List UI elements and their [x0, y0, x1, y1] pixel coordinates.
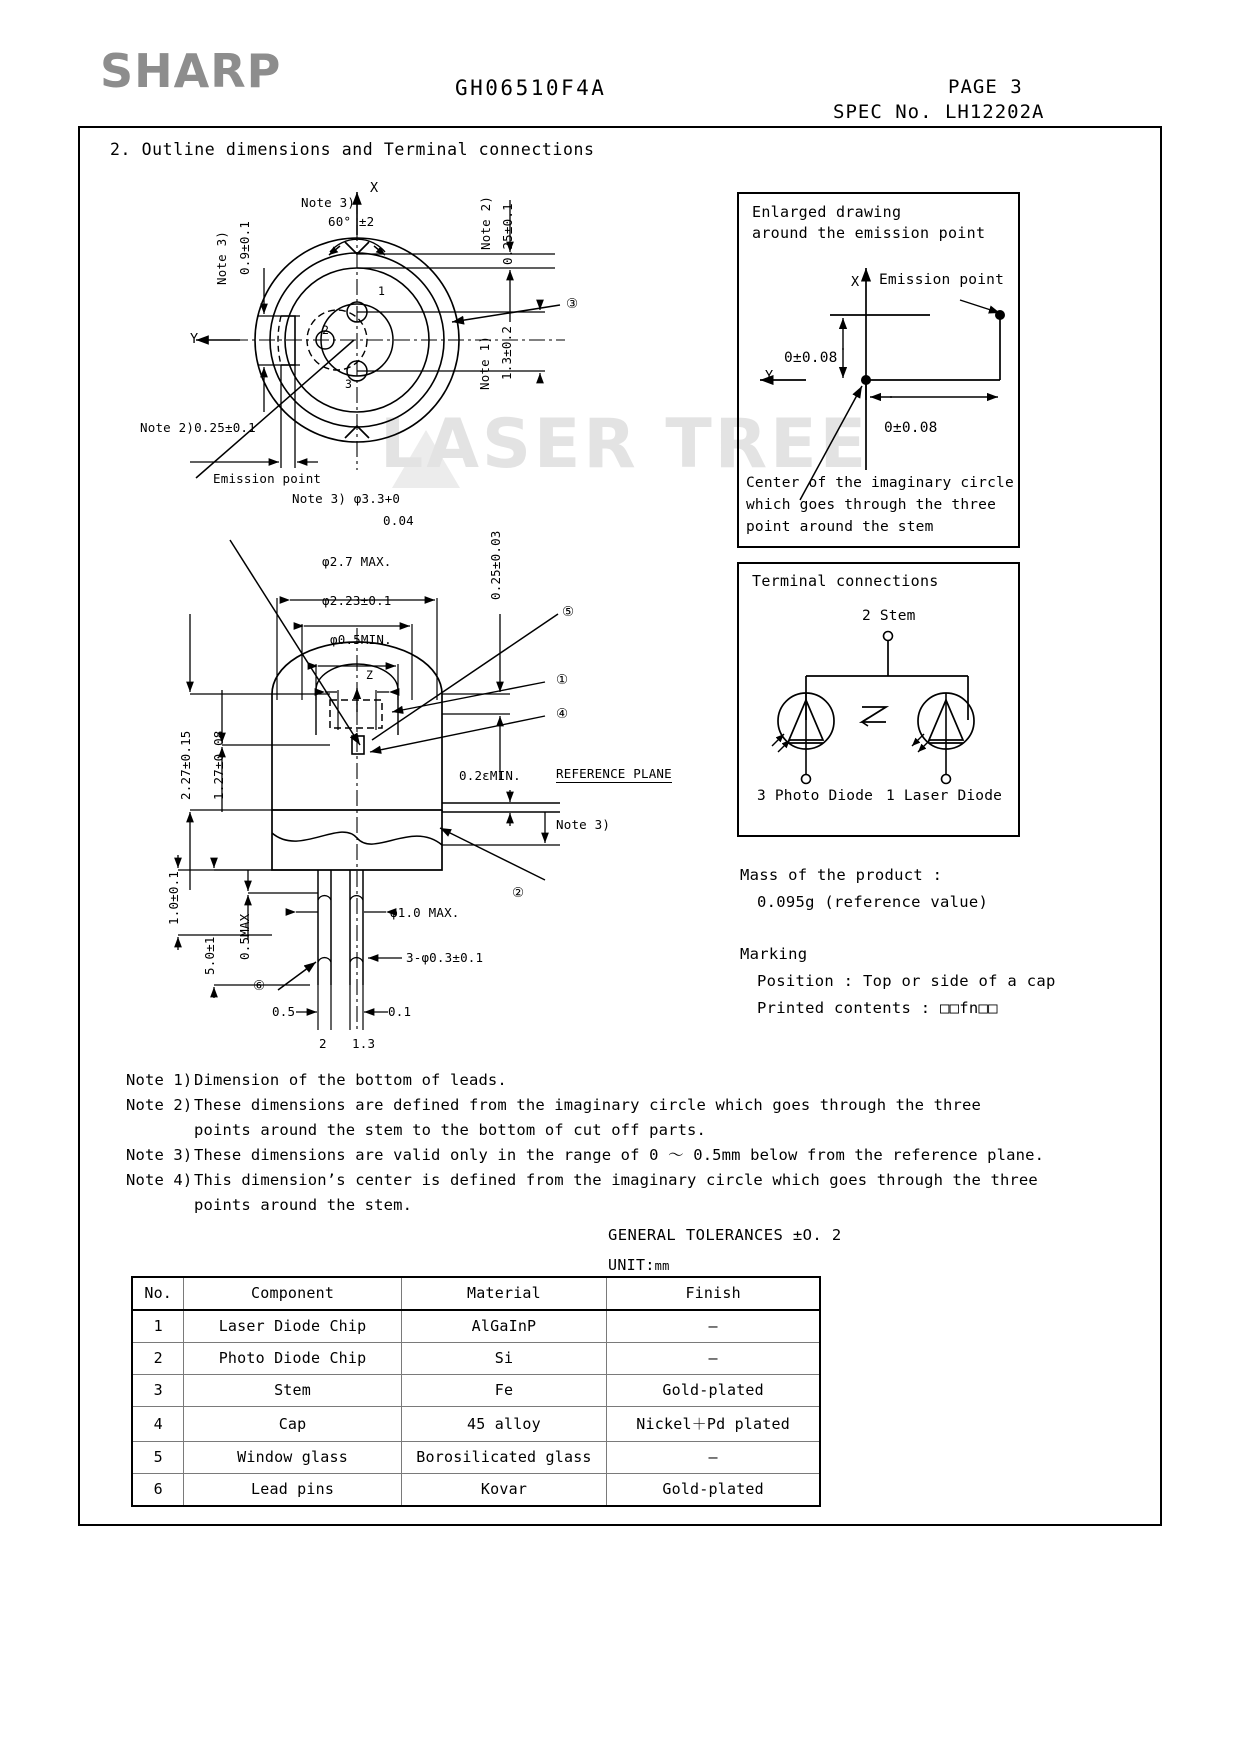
col-header-finish: Finish — [607, 1277, 820, 1310]
dim-0-5-max-label: 0.5MAX — [237, 913, 252, 960]
pin-3-label: 3 — [345, 377, 353, 391]
enlarged-tol-vertical: 0±0.08 — [784, 350, 838, 366]
dim-note1-right-label: 1.3±0.2 — [499, 325, 514, 380]
cell-material: AlGaInP — [401, 1310, 607, 1343]
note-text-cont: points around the stem to the bottom of cut off parts. — [194, 1121, 707, 1139]
unit-label: UNIT: — [608, 1256, 655, 1274]
dim-5-0-label: 5.0±1 — [202, 936, 217, 975]
lead-2-label: 2 — [319, 1036, 327, 1051]
note2-bottom-label: Note 2)0.25±0.1 — [140, 420, 256, 435]
note-key: Note 1) — [126, 1071, 193, 1089]
cell-component: Window glass — [184, 1442, 401, 1474]
table-row — [132, 1407, 820, 1442]
page-number: PAGE 3 — [948, 76, 1023, 98]
col-header-component: Component — [184, 1277, 401, 1310]
component-table — [131, 1276, 821, 1507]
cell-material: Si — [401, 1343, 607, 1375]
note-item — [126, 1143, 1045, 1168]
part-number: GH06510F4A — [455, 76, 607, 100]
note1-right-label: Note 1) — [477, 335, 492, 390]
enlarged-caption-line2: which goes through the three — [746, 497, 997, 513]
phi-1-0-max-label: φ1.0 MAX. — [390, 905, 460, 920]
dim-0-2-min-label: 0.2εMIN. — [459, 768, 521, 783]
cell-finish: – — [607, 1343, 820, 1375]
enlarged-tol-horizontal: 0±0.08 — [884, 420, 938, 436]
note-text-cont: points around the stem. — [194, 1196, 413, 1214]
callout-2: ② — [512, 885, 525, 901]
cell-finish: Nickel＋Pd plated — [607, 1407, 820, 1442]
axis-y-label-top: Y — [190, 331, 199, 347]
cell-no: 1 — [132, 1310, 184, 1343]
angle-label: 60° ±2 — [328, 214, 375, 229]
cell-material: 45 alloy — [401, 1407, 607, 1442]
callout-5: ⑤ — [562, 604, 575, 620]
axis-z-label: Z — [366, 668, 374, 682]
note3-right-label: Note 3) — [556, 817, 611, 832]
terminal-panel-title: Terminal connections — [752, 572, 939, 590]
cell-no: 3 — [132, 1375, 184, 1407]
top-note3-label: Note 3) — [301, 195, 356, 210]
table-header-row — [132, 1277, 820, 1310]
cell-component: Photo Diode Chip — [184, 1343, 401, 1375]
enlarged-emission-point-label: Emission point — [879, 272, 1005, 288]
cell-finish: Gold-plated — [607, 1375, 820, 1407]
terminal-laser-diode-label: 1 Laser Diode — [886, 788, 1003, 804]
lead-1-3-label: 1.3 — [352, 1036, 376, 1051]
axis-x-label-top: X — [370, 180, 379, 196]
mass-label: Mass of the product : — [740, 866, 943, 884]
sharp-logo: SHARP — [100, 44, 282, 98]
dim-1-0-label: 1.0±0.1 — [166, 870, 181, 925]
section-title: 2. Outline dimensions and Terminal connections — [110, 140, 595, 159]
note-key: Note 2) — [126, 1096, 193, 1114]
enlarged-axis-x: X — [851, 274, 860, 290]
note2-right-label: Note 2) — [478, 195, 493, 250]
note3-phi-label: Note 3) φ3.3+0 — [292, 491, 401, 506]
dim-left-label: 0.9±0.1 — [237, 220, 252, 275]
enlarged-caption-line1: Center of the imaginary circle — [746, 475, 1014, 491]
note-item — [126, 1168, 1038, 1218]
cell-finish: – — [607, 1310, 820, 1343]
general-tolerances: GENERAL TOLERANCES ±O. 2 — [608, 1226, 842, 1244]
dim-0-1-label: 0.1 — [388, 1004, 412, 1019]
table-row — [132, 1310, 820, 1343]
note-text: This dimension’s center is defined from the imaginary circle which goes through the three — [194, 1171, 1038, 1189]
mass-value: 0.095g (reference value) — [757, 893, 989, 911]
cell-component: Cap — [184, 1407, 401, 1442]
phi-0-5-label: φ0.5MIN. — [330, 632, 392, 647]
dim-1-27-label: 1.27±0.08 — [211, 730, 226, 800]
note-text: These dimensions are valid only in the range of 0 ～ 0.5mm below from the reference plane. — [194, 1146, 1045, 1164]
dim-0-5-label: 0.5 — [272, 1004, 296, 1019]
cell-material: Kovar — [401, 1474, 607, 1507]
note-key: Note 4) — [126, 1171, 193, 1189]
marking-position: Position : Top or side of a cap — [757, 972, 1056, 990]
cell-finish: – — [607, 1442, 820, 1474]
cell-component: Stem — [184, 1375, 401, 1407]
enlarged-panel-title-line1: Enlarged drawing — [752, 203, 902, 221]
cell-component: Laser Diode Chip — [184, 1310, 401, 1343]
phi-2-7-label: φ2.7 MAX. — [322, 554, 392, 569]
phi-2-23-label: φ2.23±0.1 — [322, 593, 392, 608]
marking-label: Marking — [740, 945, 808, 963]
note3-left-label: Note 3) — [214, 230, 229, 285]
three-phi-label: 3-φ0.3±0.1 — [406, 950, 484, 965]
note3-phi-tol-label: 0.04 — [383, 513, 414, 528]
table-row — [132, 1474, 820, 1507]
cell-no: 5 — [132, 1442, 184, 1474]
notes-list — [126, 1068, 1045, 1218]
dim-note2-right-label: 0.25±0.1 — [500, 203, 515, 265]
marking-printed-contents: Printed contents : □□fn□□ — [757, 999, 998, 1017]
spec-number: SPEC No. LH12202A — [833, 101, 1045, 123]
terminal-stem-label: 2 Stem — [862, 608, 916, 624]
cell-no: 6 — [132, 1474, 184, 1507]
cell-no: 2 — [132, 1343, 184, 1375]
cell-material: Borosilicated glass — [401, 1442, 607, 1474]
watermark: LASER TREE — [380, 405, 870, 484]
unit-note — [608, 1256, 670, 1274]
terminal-photo-diode-label: 3 Photo Diode — [757, 788, 874, 804]
callout-4: ④ — [556, 706, 569, 722]
callout-3: ③ — [566, 296, 579, 312]
note-item — [126, 1093, 1026, 1143]
callout-6: ⑥ — [253, 978, 266, 994]
dim-2-27-label: 2.27±0.15 — [178, 730, 193, 800]
note-text: These dimensions are defined from the imaginary circle which goes through the three — [194, 1096, 981, 1114]
cell-finish: Gold-plated — [607, 1474, 820, 1507]
note-item — [126, 1068, 1026, 1093]
unit-value: mm — [654, 1259, 670, 1273]
table-row — [132, 1343, 820, 1375]
note-key: Note 3) — [126, 1146, 193, 1164]
col-header-material: Material — [401, 1277, 607, 1310]
terminal-connections-panel — [737, 562, 1020, 837]
note-text: Dimension of the bottom of leads. — [194, 1071, 507, 1089]
enlarged-caption-line3: point around the stem — [746, 519, 934, 535]
col-header-no: No. — [132, 1277, 184, 1310]
enlarged-axis-y: Y — [765, 368, 774, 384]
cell-component: Lead pins — [184, 1474, 401, 1507]
pin-2-label: 2 — [322, 323, 330, 337]
enlarged-panel-title-line2: around the emission point — [752, 224, 986, 242]
table-body — [132, 1310, 820, 1506]
table-row — [132, 1442, 820, 1474]
pin-1-label: 1 — [378, 284, 386, 298]
dim-0-25-label: 0.25±0.03 — [488, 530, 503, 600]
table-row — [132, 1375, 820, 1407]
callout-1: ① — [556, 672, 569, 688]
enlarged-drawing-panel — [737, 192, 1020, 548]
cell-material: Fe — [401, 1375, 607, 1407]
cell-no: 4 — [132, 1407, 184, 1442]
reference-plane-label: REFERENCE PLANE — [556, 766, 672, 781]
emission-point-label-top: Emission point — [213, 471, 322, 486]
